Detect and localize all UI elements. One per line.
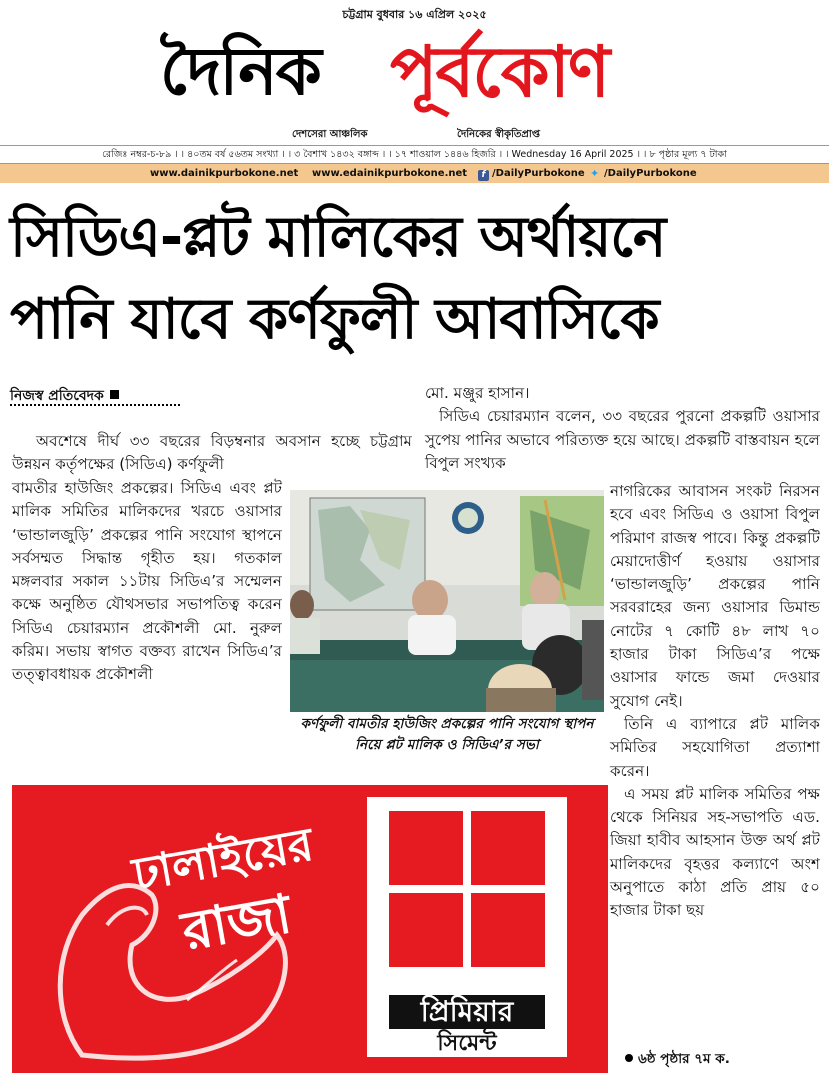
continuation-text: ৬ষ্ঠ পৃষ্ঠার ৭ম ক.: [638, 1051, 730, 1067]
byline-square-icon: [110, 390, 119, 399]
masthead-tagline-right: দৈনিকের স্বীকৃতিপ্রাপ্ত: [457, 129, 541, 140]
facebook-icon: f: [478, 170, 489, 181]
article-lead: [12, 430, 412, 477]
registration-line: রেজিঃ নম্বর-চ-৮৯ । । ৪০তম বর্ষ ৫৬তম সংখ্যা । । ৩ বৈশাখ ১৪৩২ বঙ্গাব্দ । । ১৭ শাওয়াল ১৪৪৬ হিজরি । । Wednesday 16 April 2025 । । ৮ পৃষ্ঠার মূল্য ৭ টাকা: [0, 145, 829, 164]
facebook-handle: /DailyPurbokone: [492, 168, 585, 179]
meeting-photo-illustration: [290, 490, 604, 712]
article-column-2-second-para: সিডিএ চেয়ারম্যান বলেন, ৩৩ বছরের পুরনো প্রকল্পটি ওয়াসার সুপেয় পানির অভাবে পরিত্যক্ত হয়ে আছে। প্রকল্পটি বাস্তবায়ন হলে বিপুল সংখ্যক: [425, 407, 820, 472]
ad-brand-line-2: সিমেন্ট: [437, 1031, 497, 1056]
website-link[interactable]: www.dainikpurbokone.net: [150, 168, 299, 179]
masthead-logo[interactable]: [160, 22, 680, 122]
ad-slogan-line-2: রাজা: [177, 881, 296, 964]
ad-brand-line-1: প্রিমিয়ার: [389, 995, 545, 1029]
article-column-2-para-3: এ সময় প্লট মালিক সমিতির পক্ষ থেকে সিনিয়র সহ-সভাপতি এড. জিয়া হাবীব আহসান উক্ত অর্থ প্লট মালিকদের বৃহত্তর কল্যাণে অংশ অনুপাতে কাঠা প্রতি প্রায় ৫০ হাজার টাকা ছয়: [610, 784, 820, 920]
twitter-handle: /DailyPurbokone: [604, 168, 697, 179]
twitter-icon: ✦: [590, 167, 600, 180]
article-lead-text: অবশেষে দীর্ঘ ৩৩ বছরের বিড়ম্বনার অবসান হচ্ছে চট্টগ্রাম উন্নয়ন কর্তৃপক্ষের (সিডিএ) কর্ণফুলী: [12, 432, 412, 474]
premier-cement-logo: [367, 797, 567, 1057]
photo-caption: কর্ণফুলী বামতীর হাউজিং প্রকল্পের পানি সংযোগ স্থাপন নিয়ে প্লট মালিক ও সিডিএ’র সভা: [300, 716, 594, 753]
bullet-icon: [625, 1054, 633, 1062]
logo-square-4: [471, 893, 545, 967]
byline-divider: [10, 404, 180, 406]
masthead-tagline-left: দেশসেরা আঞ্চলিক: [292, 129, 368, 140]
epaper-link[interactable]: www.edainikpurbokone.net: [312, 168, 468, 179]
masthead-name-part1: দৈনিক: [160, 33, 320, 110]
twitter-link[interactable]: [590, 164, 697, 183]
article-column-1: [12, 477, 282, 687]
continuation-note[interactable]: [625, 1048, 730, 1071]
web-links-bar: [0, 164, 829, 183]
facebook-link[interactable]: [478, 164, 585, 183]
article-column-1-text: বামতীর হাউজিং প্রকল্পের। সিডিএ এবং প্লট মালিক সমিতির মালিকদের খরচে ওয়াসার ‘ভান্ডালজুড়ি’ প্রকল্পের পানি সংযোগ স্থাপনে সর্বসম্মত সিদ্ধান্ত গৃহীত হয়। গতকাল মঙ্গলবার সকাল ১১টায় সিডিএ’র সম্মেলন কক্ষে অনুষ্ঠিত যৌথসভার সভাপতিত্ব করেন সিডিএ চেয়ারম্যান প্রকৌশলী মো. নুরুল করিম। সভায় স্বাগত বক্তব্য রাখেন সিডিএ’র তত্ত্বাবধায়ক প্রকৌশলী: [12, 479, 282, 684]
article-column-2-first-line: মো. মঞ্জুর হাসান।: [425, 384, 530, 402]
byline-text: নিজস্ব প্রতিবেদক: [10, 388, 104, 404]
logo-square-3: [389, 893, 463, 967]
cement-advertisement[interactable]: [12, 785, 608, 1073]
meeting-photo[interactable]: [290, 490, 604, 712]
article-column-2: [610, 480, 820, 923]
dateline: চট্টগ্রাম বুধবার ১৬ এপ্রিল ২০২৫: [342, 8, 487, 21]
logo-square-1: [389, 811, 463, 885]
masthead-name-part2: পূর্বকোণ: [390, 31, 609, 113]
article-column-2-para-1: নাগরিকের আবাসন সংকট নিরসন হবে এবং সিডিএ ও ওয়াসা বিপুল পরিমাণ রাজস্ব পাবে। কিন্তু প্রকল্পটি মেয়াদোত্তীর্ণ হওয়ায় ওয়াসার ‘ভান্ডালজুড়ি’ প্রকল্পের পানি সরবরাহের জন্য ওয়াসার ডিমান্ড নোটের ৭ কোটি ৪৮ লাখ ৭০ হাজার টাকা সিডিএ’র পক্ষে ওয়াসার ফান্ডে জমা দেওয়ার সুযোগ নেই।: [610, 482, 820, 710]
headline-line-2: পানি যাবে কর্ণফুলী আবাসিকে: [10, 287, 659, 352]
headline-line-1: সিডিএ-প্লট মালিকের অর্থায়নে: [10, 205, 666, 270]
article-column-2-para-2: তিনি এ ব্যাপারে প্লট মালিক সমিতির সহযোগিতা প্রত্যাশা করেন।: [610, 714, 820, 780]
ad-slogan-line-1: ঢালাইয়ের: [128, 816, 318, 902]
article-column-2-top: [425, 382, 820, 475]
logo-square-2: [471, 811, 545, 885]
